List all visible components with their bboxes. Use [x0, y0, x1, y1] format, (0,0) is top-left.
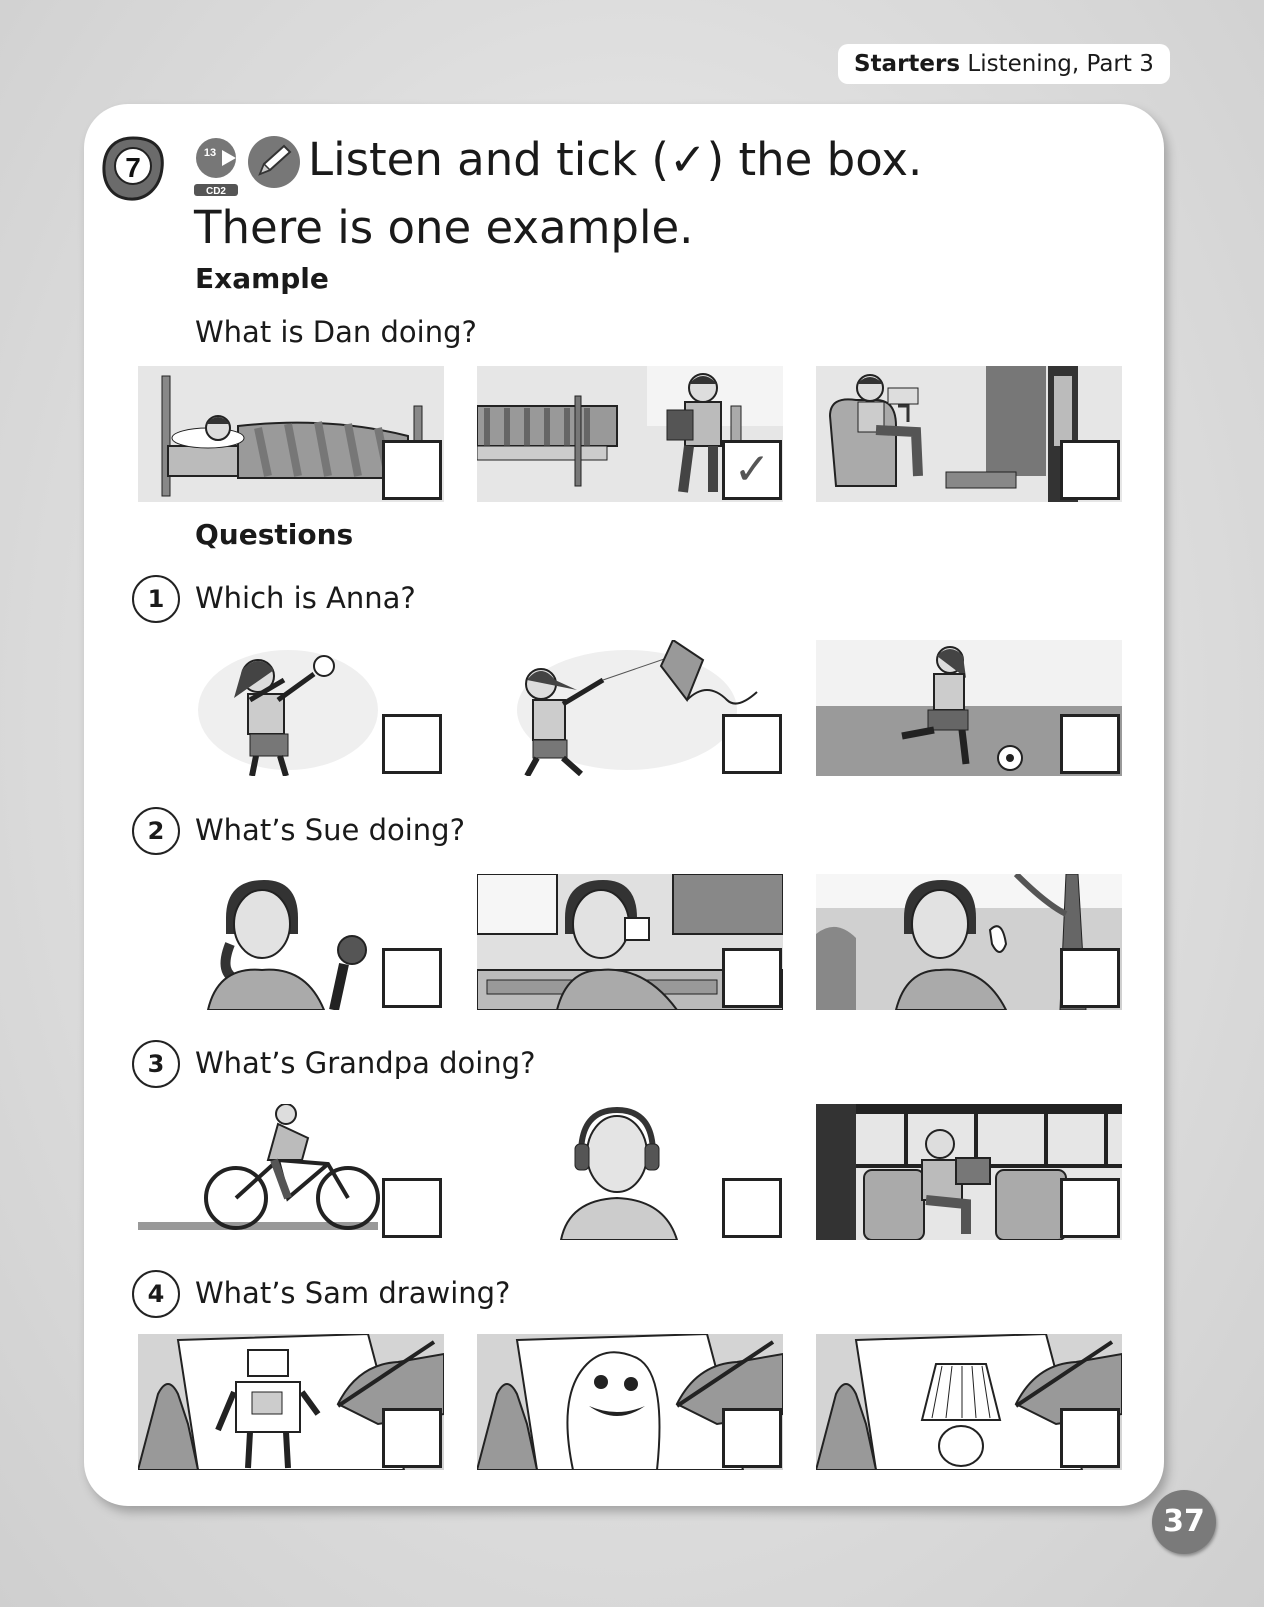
series-subtitle: Listening, Part 3: [967, 51, 1154, 77]
question-2-option-1-tick-box[interactable]: [382, 948, 442, 1008]
series-title: Starters: [854, 51, 961, 77]
question-4-option-3-tick-box[interactable]: [1060, 1408, 1120, 1468]
questions-label: Questions: [195, 518, 354, 551]
question-3-option-3-tick-box[interactable]: [1060, 1178, 1120, 1238]
instruction-line-2: There is one example.: [194, 201, 694, 254]
instruction-line-1: Listen and tick (✓) the box.: [308, 133, 923, 186]
question-3-option-2-tick-box[interactable]: [722, 1178, 782, 1238]
cd-label: CD2: [205, 186, 227, 197]
page-number: 37: [1152, 1490, 1216, 1554]
question-2-option-3-tick-box[interactable]: [1060, 948, 1120, 1008]
example-option-2-tick-box[interactable]: ✓: [722, 440, 782, 500]
cd-track-icon: [192, 136, 244, 198]
question-4-option-2-tick-box[interactable]: [722, 1408, 782, 1468]
question-1-option-2-tick-box[interactable]: [722, 714, 782, 774]
example-label: Example: [195, 262, 329, 295]
example-question: What is Dan doing?: [195, 315, 477, 349]
question-1-option-3-tick-box[interactable]: [1060, 714, 1120, 774]
question-3-number: 3: [132, 1040, 180, 1088]
example-option-3-tick-box[interactable]: [1060, 440, 1120, 500]
question-3-text: What’s Grandpa doing?: [195, 1046, 536, 1080]
question-2-option-2-tick-box[interactable]: [722, 948, 782, 1008]
question-1-text: Which is Anna?: [195, 581, 416, 615]
question-1-option-1-tick-box[interactable]: [382, 714, 442, 774]
question-4-number: 4: [132, 1270, 180, 1318]
question-4-option-1-tick-box[interactable]: [382, 1408, 442, 1468]
question-3-option-1-tick-box[interactable]: [382, 1178, 442, 1238]
question-2-number: 2: [132, 807, 180, 855]
question-1-number: 1: [132, 575, 180, 623]
pencil-icon: [246, 134, 302, 190]
track-number: 13: [203, 147, 217, 159]
example-option-1-tick-box[interactable]: [382, 440, 442, 500]
question-2-text: What’s Sue doing?: [195, 813, 465, 847]
exercise-number: 7: [125, 152, 141, 183]
exercise-number-badge: [100, 136, 166, 202]
question-4-text: What’s Sam drawing?: [195, 1276, 511, 1310]
series-tab: [838, 44, 1170, 84]
